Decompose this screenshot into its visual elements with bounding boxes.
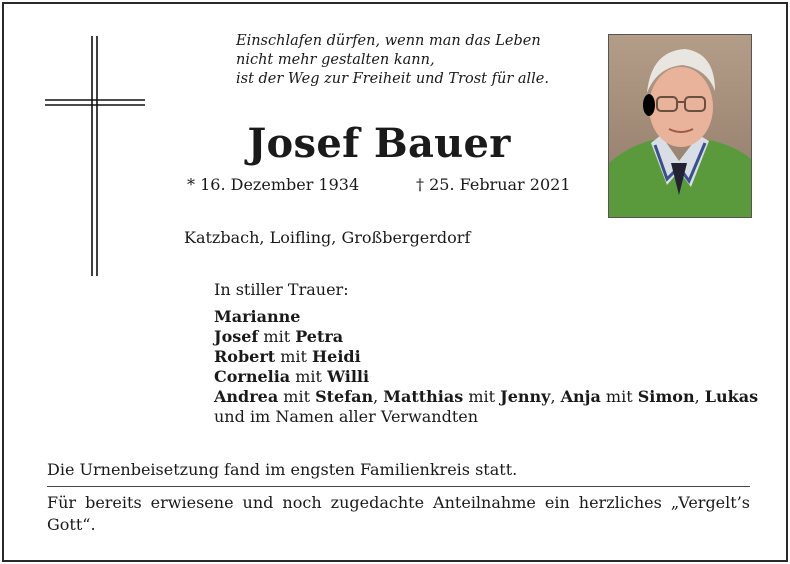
- mourner-line: [214, 347, 758, 367]
- portrait-photo: [608, 34, 752, 218]
- mourner-name: Andrea: [214, 387, 279, 406]
- mourner-connector: mit: [278, 387, 316, 406]
- death-date: † 25. Februar 2021: [416, 175, 571, 194]
- mourners-list: [214, 307, 758, 427]
- mourner-name: Josef: [214, 327, 259, 346]
- mourner-line: [214, 407, 758, 427]
- mourner-connector: ,: [694, 387, 705, 406]
- mourner-name: Robert: [214, 347, 276, 366]
- cross-icon: [44, 34, 146, 278]
- mourner-name: Lukas: [704, 387, 759, 406]
- mourner-name: Petra: [295, 327, 344, 346]
- mourner-connector: mit: [600, 387, 638, 406]
- mourner-line: [214, 367, 758, 387]
- mourner-name: Willi: [327, 367, 370, 386]
- mourner-connector: mit: [275, 347, 313, 366]
- verse-line: Einschlafen dürfen, wenn man das Leben: [236, 33, 541, 49]
- mourner-line: [214, 387, 758, 407]
- divider: [47, 486, 750, 487]
- mourner-connector: mit: [258, 327, 296, 346]
- verse-line: ist der Weg zur Freiheit und Trost für alle.: [236, 71, 549, 87]
- deceased-name: Josef Bauer: [247, 120, 511, 167]
- mourner-line: [214, 327, 758, 347]
- verse: [236, 32, 596, 89]
- mourner-connector: mit: [463, 387, 501, 406]
- burial-note: Die Urnenbeisetzung fand im engsten Familienkreis statt.: [47, 460, 518, 479]
- mourner-name: Cornelia: [214, 367, 291, 386]
- mourner-name: Jenny: [500, 387, 551, 406]
- birth-date: * 16. Dezember 1934: [187, 175, 360, 194]
- mourner-connector: ,: [550, 387, 561, 406]
- thanks-note: Für bereits erwiesene und noch zugedachte Anteilnahme ein herzliches „Vergelt’s Gott“.: [47, 493, 750, 534]
- obituary-card: [2, 2, 788, 562]
- mourner-name: Simon: [637, 387, 695, 406]
- mourner-name: Anja: [560, 387, 601, 406]
- mourning-heading: In stiller Trauer:: [214, 280, 349, 299]
- mourners-block: [214, 279, 758, 427]
- mourner-name: Heidi: [312, 347, 361, 366]
- places: Katzbach, Loifling, Großbergerdorf: [184, 228, 471, 247]
- mourner-name: Marianne: [214, 307, 301, 326]
- mourner-name: Stefan: [315, 387, 374, 406]
- mourner-line: [214, 307, 758, 327]
- mourner-name: Matthias: [383, 387, 464, 406]
- mourner-connector: ,: [373, 387, 384, 406]
- verse-line: nicht mehr gestalten kann,: [236, 52, 435, 68]
- mourner-connector: und im Namen aller Verwandten: [214, 407, 479, 426]
- mourner-connector: mit: [290, 367, 328, 386]
